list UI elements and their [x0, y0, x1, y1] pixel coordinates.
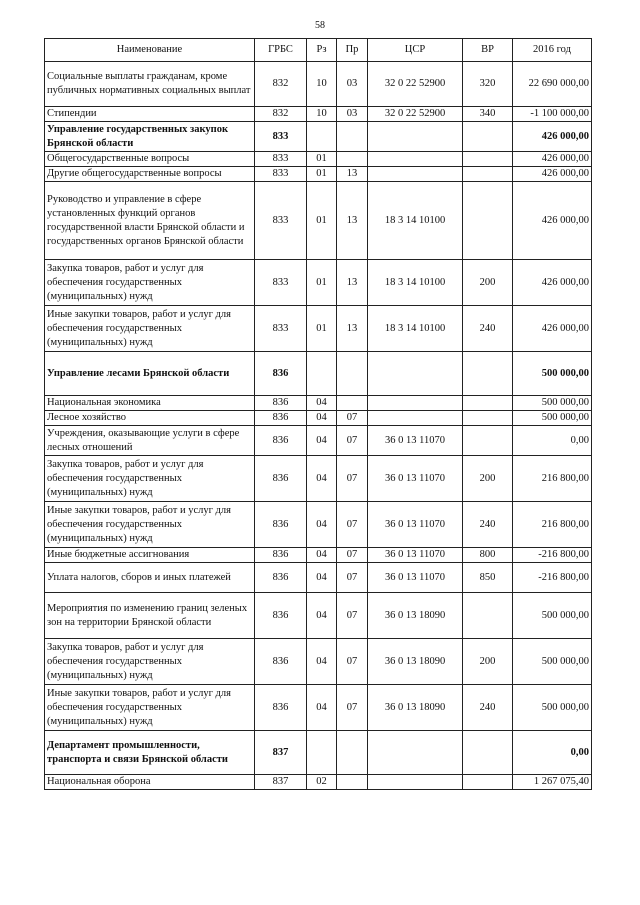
cell-csr: 36 0 13 11070	[368, 426, 463, 456]
column-header-rz: Рз	[307, 39, 337, 62]
cell-amount: 1 267 075,40	[513, 775, 592, 790]
column-header-vr: ВР	[463, 39, 513, 62]
cell-amount: 426 000,00	[513, 182, 592, 260]
table-row	[45, 306, 592, 352]
cell-rz	[307, 352, 337, 396]
table-row	[45, 107, 592, 122]
cell-amount: 426 000,00	[513, 306, 592, 352]
cell-grbs: 836	[255, 352, 307, 396]
cell-csr	[368, 167, 463, 182]
cell-pr: 07	[337, 593, 368, 639]
cell-amount: 500 000,00	[513, 639, 592, 685]
table-row	[45, 152, 592, 167]
cell-csr: 36 0 13 11070	[368, 563, 463, 593]
cell-pr: 13	[337, 260, 368, 306]
cell-grbs: 836	[255, 426, 307, 456]
cell-grbs: 836	[255, 593, 307, 639]
cell-csr: 36 0 13 18090	[368, 593, 463, 639]
cell-rz: 04	[307, 548, 337, 563]
cell-pr	[337, 352, 368, 396]
cell-amount: -1 100 000,00	[513, 107, 592, 122]
cell-csr	[368, 352, 463, 396]
cell-csr	[368, 411, 463, 426]
cell-amount: 500 000,00	[513, 411, 592, 426]
table-row	[45, 411, 592, 426]
cell-rz: 01	[307, 152, 337, 167]
cell-vr	[463, 352, 513, 396]
cell-csr: 36 0 13 11070	[368, 456, 463, 502]
cell-csr: 18 3 14 10100	[368, 260, 463, 306]
cell-pr	[337, 396, 368, 411]
cell-grbs: 833	[255, 167, 307, 182]
column-header-csr: ЦСР	[368, 39, 463, 62]
cell-csr	[368, 122, 463, 152]
cell-amount: 500 000,00	[513, 352, 592, 396]
cell-name: Закупка товаров, работ и услуг для обеспечения государственных (муниципальных) нужд	[45, 639, 255, 685]
cell-amount: 22 690 000,00	[513, 62, 592, 107]
table-row	[45, 775, 592, 790]
table-row	[45, 426, 592, 456]
table-body	[45, 62, 592, 790]
cell-amount: 216 800,00	[513, 456, 592, 502]
cell-grbs: 837	[255, 775, 307, 790]
cell-grbs: 836	[255, 411, 307, 426]
cell-pr	[337, 775, 368, 790]
cell-vr	[463, 411, 513, 426]
table-row	[45, 122, 592, 152]
cell-pr	[337, 152, 368, 167]
cell-vr	[463, 182, 513, 260]
cell-name: Общегосударственные вопросы	[45, 152, 255, 167]
cell-vr	[463, 593, 513, 639]
cell-vr: 240	[463, 502, 513, 548]
cell-csr: 36 0 13 18090	[368, 685, 463, 731]
cell-grbs: 833	[255, 182, 307, 260]
cell-name: Департамент промышленности, транспорта и связи Брянской области	[45, 731, 255, 775]
column-header-name: Наименование	[45, 39, 255, 62]
cell-rz: 04	[307, 685, 337, 731]
column-header-amount-2016: 2016 год	[513, 39, 592, 62]
column-header-pr: Пр	[337, 39, 368, 62]
cell-vr: 200	[463, 456, 513, 502]
cell-rz: 04	[307, 639, 337, 685]
cell-pr	[337, 122, 368, 152]
cell-name: Управление лесами Брянской области	[45, 352, 255, 396]
cell-name: Закупка товаров, работ и услуг для обеспечения государственных (муниципальных) нужд	[45, 260, 255, 306]
cell-pr: 07	[337, 639, 368, 685]
cell-name: Руководство и управление в сфере установленных функций органов государственной власти Брянской области и государственных органов Брянской области	[45, 182, 255, 260]
cell-pr: 13	[337, 306, 368, 352]
cell-vr: 850	[463, 563, 513, 593]
cell-pr: 13	[337, 167, 368, 182]
cell-rz: 10	[307, 107, 337, 122]
cell-csr: 36 0 13 11070	[368, 502, 463, 548]
cell-name: Лесное хозяйство	[45, 411, 255, 426]
page-number: 58	[315, 20, 325, 31]
cell-rz: 01	[307, 260, 337, 306]
cell-vr	[463, 775, 513, 790]
cell-vr: 240	[463, 306, 513, 352]
cell-vr	[463, 396, 513, 411]
cell-grbs: 836	[255, 456, 307, 502]
table-row	[45, 548, 592, 563]
cell-vr: 320	[463, 62, 513, 107]
cell-amount: 216 800,00	[513, 502, 592, 548]
cell-rz: 04	[307, 456, 337, 502]
cell-grbs: 836	[255, 502, 307, 548]
cell-rz: 10	[307, 62, 337, 107]
cell-vr	[463, 152, 513, 167]
cell-rz: 04	[307, 396, 337, 411]
cell-pr: 13	[337, 182, 368, 260]
cell-csr: 18 3 14 10100	[368, 182, 463, 260]
cell-pr: 07	[337, 456, 368, 502]
cell-name: Закупка товаров, работ и услуг для обеспечения государственных (муниципальных) нужд	[45, 456, 255, 502]
cell-vr: 800	[463, 548, 513, 563]
cell-csr: 36 0 13 11070	[368, 548, 463, 563]
table-header-row	[45, 39, 592, 62]
cell-vr: 200	[463, 260, 513, 306]
cell-amount: 426 000,00	[513, 152, 592, 167]
cell-rz	[307, 122, 337, 152]
cell-amount: 0,00	[513, 426, 592, 456]
cell-grbs: 837	[255, 731, 307, 775]
table-row	[45, 167, 592, 182]
cell-grbs: 832	[255, 107, 307, 122]
cell-pr: 07	[337, 502, 368, 548]
cell-grbs: 832	[255, 62, 307, 107]
cell-pr: 07	[337, 685, 368, 731]
cell-pr: 03	[337, 62, 368, 107]
cell-pr: 07	[337, 548, 368, 563]
table-row	[45, 352, 592, 396]
cell-name: Иные закупки товаров, работ и услуг для обеспечения государственных (муниципальных) нужд	[45, 502, 255, 548]
cell-name: Иные закупки товаров, работ и услуг для обеспечения государственных (муниципальных) нужд	[45, 306, 255, 352]
cell-rz: 01	[307, 306, 337, 352]
cell-rz: 04	[307, 411, 337, 426]
cell-rz: 02	[307, 775, 337, 790]
cell-amount: 500 000,00	[513, 593, 592, 639]
cell-rz: 01	[307, 167, 337, 182]
cell-name: Уплата налогов, сборов и иных платежей	[45, 563, 255, 593]
cell-pr: 07	[337, 411, 368, 426]
cell-name: Иные закупки товаров, работ и услуг для обеспечения государственных (муниципальных) нужд	[45, 685, 255, 731]
table-row	[45, 396, 592, 411]
table-row	[45, 182, 592, 260]
cell-pr: 03	[337, 107, 368, 122]
cell-grbs: 836	[255, 548, 307, 563]
table-row	[45, 563, 592, 593]
cell-amount: 500 000,00	[513, 685, 592, 731]
cell-amount: -216 800,00	[513, 563, 592, 593]
cell-csr: 32 0 22 52900	[368, 62, 463, 107]
cell-csr	[368, 152, 463, 167]
cell-rz: 01	[307, 182, 337, 260]
cell-rz: 04	[307, 502, 337, 548]
table-row	[45, 685, 592, 731]
cell-amount: 426 000,00	[513, 260, 592, 306]
column-header-grbs: ГРБС	[255, 39, 307, 62]
cell-csr: 32 0 22 52900	[368, 107, 463, 122]
cell-name: Национальная экономика	[45, 396, 255, 411]
cell-name: Национальная оборона	[45, 775, 255, 790]
table-row	[45, 639, 592, 685]
cell-pr	[337, 731, 368, 775]
cell-vr: 200	[463, 639, 513, 685]
cell-amount: 500 000,00	[513, 396, 592, 411]
budget-table	[44, 38, 592, 790]
cell-grbs: 836	[255, 563, 307, 593]
table-row	[45, 62, 592, 107]
cell-rz: 04	[307, 593, 337, 639]
cell-pr: 07	[337, 563, 368, 593]
cell-vr	[463, 167, 513, 182]
cell-name: Учреждения, оказывающие услуги в сфере лесных отношений	[45, 426, 255, 456]
cell-csr: 18 3 14 10100	[368, 306, 463, 352]
cell-grbs: 836	[255, 639, 307, 685]
cell-rz: 04	[307, 426, 337, 456]
cell-amount: 0,00	[513, 731, 592, 775]
cell-vr: 240	[463, 685, 513, 731]
cell-csr: 36 0 13 18090	[368, 639, 463, 685]
cell-name: Мероприятия по изменению границ зеленых зон на территории Брянской области	[45, 593, 255, 639]
cell-name: Управление государственных закупок Брянской области	[45, 122, 255, 152]
cell-grbs: 833	[255, 260, 307, 306]
cell-grbs: 833	[255, 122, 307, 152]
cell-csr	[368, 731, 463, 775]
cell-grbs: 833	[255, 306, 307, 352]
table-row	[45, 456, 592, 502]
cell-csr	[368, 775, 463, 790]
cell-rz: 04	[307, 563, 337, 593]
cell-csr	[368, 396, 463, 411]
cell-amount: -216 800,00	[513, 548, 592, 563]
cell-grbs: 836	[255, 396, 307, 411]
cell-pr: 07	[337, 426, 368, 456]
cell-vr	[463, 426, 513, 456]
cell-vr	[463, 731, 513, 775]
cell-amount: 426 000,00	[513, 167, 592, 182]
cell-vr	[463, 122, 513, 152]
table-row	[45, 502, 592, 548]
table-row	[45, 260, 592, 306]
cell-grbs: 836	[255, 685, 307, 731]
cell-name: Стипендии	[45, 107, 255, 122]
cell-name: Иные бюджетные ассигнования	[45, 548, 255, 563]
cell-rz	[307, 731, 337, 775]
cell-name: Социальные выплаты гражданам, кроме публичных нормативных социальных выплат	[45, 62, 255, 107]
table-row	[45, 593, 592, 639]
cell-grbs: 833	[255, 152, 307, 167]
table-row	[45, 731, 592, 775]
cell-amount: 426 000,00	[513, 122, 592, 152]
cell-name: Другие общегосударственные вопросы	[45, 167, 255, 182]
cell-vr: 340	[463, 107, 513, 122]
